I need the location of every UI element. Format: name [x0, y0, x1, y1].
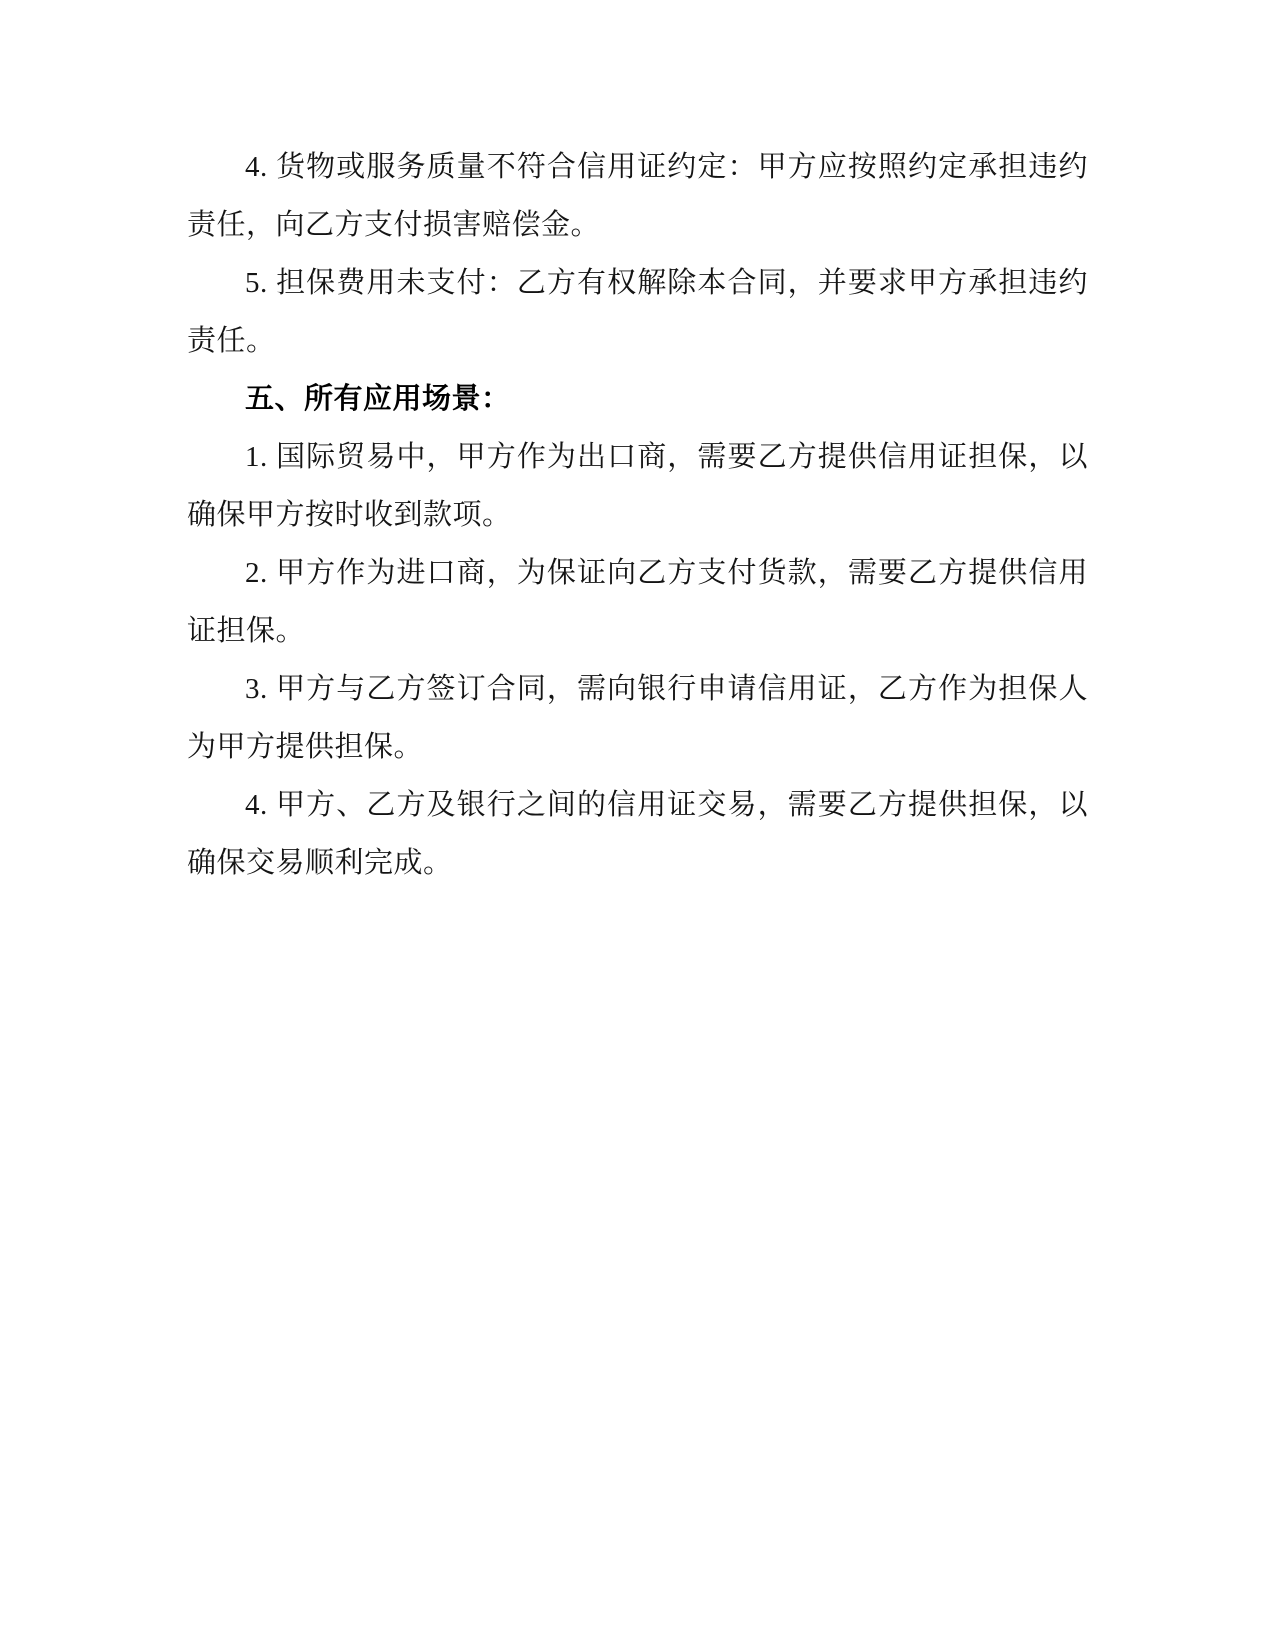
paragraph-scenario-3: 3. 甲方与乙方签订合同，需向银行申请信用证，乙方作为担保人为甲方提供担保。	[187, 673, 1088, 763]
paragraph-scenario-4: 4. 甲方、乙方及银行之间的信用证交易，需要乙方提供担保，以确保交易顺利完成。	[187, 789, 1088, 879]
paragraph-clause-5: 5. 担保费用未支付：乙方有权解除本合同，并要求甲方承担违约责任。	[187, 267, 1088, 357]
paragraph-clause-4: 4. 货物或服务质量不符合信用证约定：甲方应按照约定承担违约责任，向乙方支付损害赔偿金。	[187, 151, 1088, 241]
paragraph-scenario-2: 2. 甲方作为进口商，为保证向乙方支付货款，需要乙方提供信用证担保。	[187, 557, 1088, 647]
section-heading-application-scenarios: 五、所有应用场景：	[245, 383, 511, 415]
paragraph-scenario-1: 1. 国际贸易中，甲方作为出口商，需要乙方提供信用证担保，以确保甲方按时收到款项。	[187, 441, 1088, 531]
